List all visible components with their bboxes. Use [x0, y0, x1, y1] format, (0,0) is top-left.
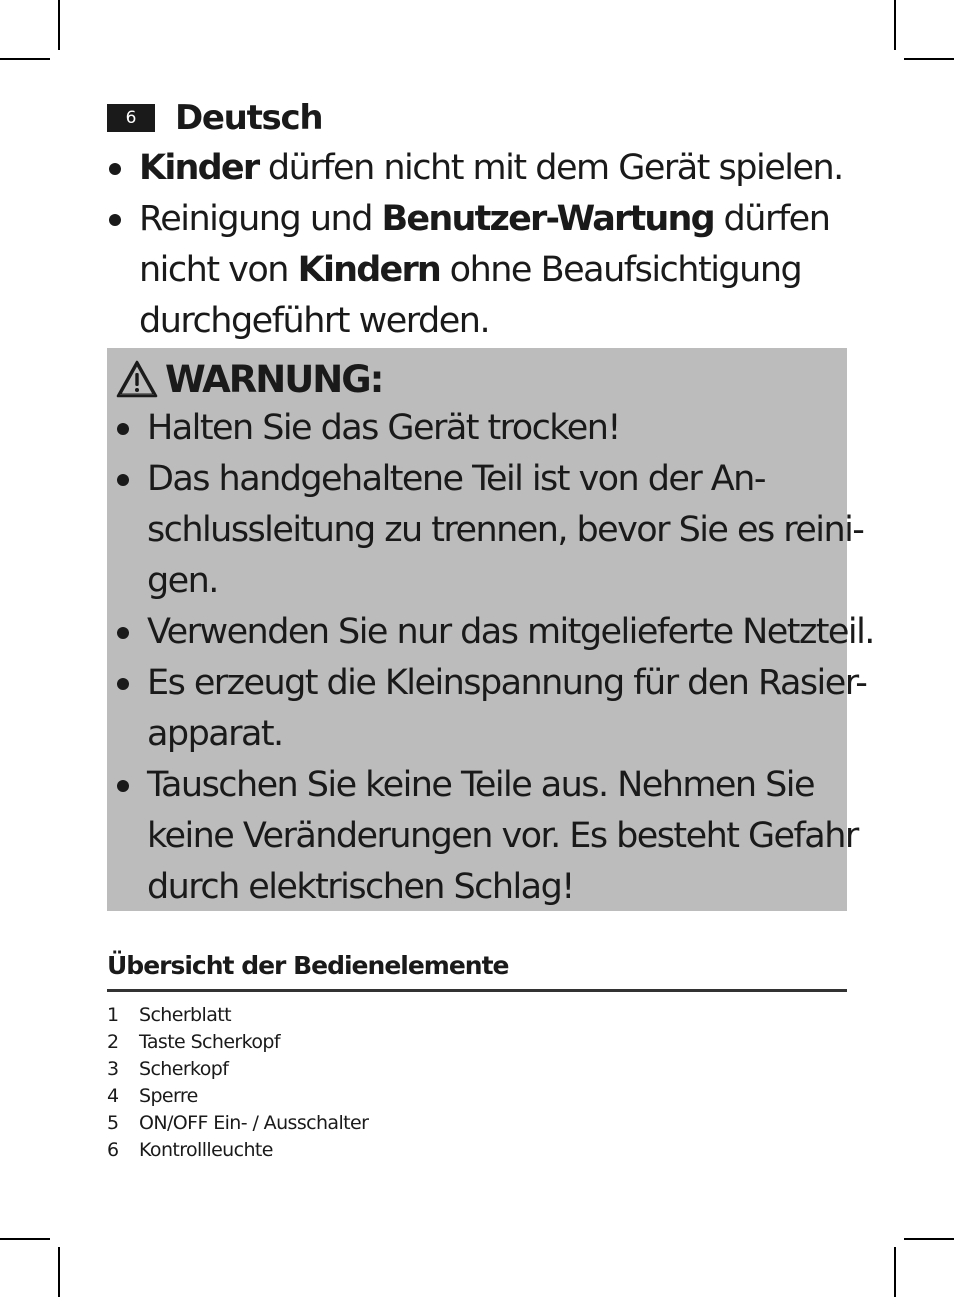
safety-bullet [107, 194, 847, 347]
parts-list-item [107, 1056, 368, 1083]
warning-header [115, 354, 382, 404]
part-label: Kontrollleuchte [139, 1139, 273, 1161]
warning-item-line: keine Veränderungen vor. Es besteht Gefahr [147, 816, 858, 856]
crop-mark [0, 58, 50, 60]
parts-list-item [107, 1083, 368, 1110]
bullet-text: durchgeführt werden. [139, 301, 490, 341]
warning-item [115, 658, 867, 760]
part-label: Scherkopf [139, 1058, 229, 1080]
part-number: 1 [107, 1004, 119, 1026]
warning-item-line: Tauschen Sie keine Teile aus. Nehmen Sie [147, 765, 814, 805]
bold-term: Kinder [139, 148, 259, 188]
parts-list-item [107, 1029, 368, 1056]
bullet-text: Reinigung und [139, 199, 382, 239]
warning-item-line: Das handgehaltene Teil ist von der An- [147, 459, 765, 499]
warning-item [115, 403, 847, 454]
part-label: Taste Scherkopf [139, 1031, 280, 1053]
safety-bullet-list [107, 143, 847, 347]
bullet-text: dürfen nicht mit dem Gerät spielen. [258, 148, 843, 188]
bold-term: Kindern [297, 250, 441, 290]
bold-term: Benutzer-Wartung [381, 199, 714, 239]
section-divider [107, 989, 847, 992]
part-number: 4 [107, 1085, 119, 1107]
warning-title: WARNUNG: [165, 357, 383, 401]
parts-list-item [107, 1137, 368, 1164]
warning-item [115, 760, 858, 913]
warning-item [115, 454, 864, 607]
warning-box [107, 348, 874, 911]
crop-mark [0, 1238, 50, 1240]
section-heading: Übersicht der Bedienelemente [107, 951, 509, 980]
warning-list [115, 403, 874, 913]
bullet-text: nicht von [139, 250, 298, 290]
bullet-text: ohne Beaufsichtigung [440, 250, 802, 290]
crop-mark [894, 1247, 896, 1297]
warning-triangle-icon [115, 359, 159, 399]
part-label: Sperre [139, 1085, 198, 1107]
safety-bullet [107, 143, 847, 194]
warning-item-line: gen. [147, 561, 218, 601]
crop-mark [904, 58, 954, 60]
warning-item-line: durch elektrischen Schlag! [147, 867, 574, 907]
crop-mark [58, 0, 60, 50]
part-number: 2 [107, 1031, 119, 1053]
warning-item-line: Verwenden Sie nur das mitgelieferte Netzteil. [147, 612, 874, 652]
part-number: 5 [107, 1112, 119, 1134]
language-title: Deutsch [175, 98, 323, 138]
part-label: ON/OFF Ein- / Ausschalter [139, 1112, 369, 1134]
part-label: Scherblatt [139, 1004, 231, 1026]
warning-item [115, 607, 874, 658]
crop-mark [894, 0, 896, 50]
crop-mark [904, 1238, 954, 1240]
part-number: 6 [107, 1139, 119, 1161]
page-number-badge: 6 [107, 104, 155, 132]
parts-list [107, 1002, 368, 1164]
part-number: 3 [107, 1058, 119, 1080]
page-header [107, 96, 322, 140]
warning-item-line: Halten Sie das Gerät trocken! [147, 408, 620, 448]
crop-mark [58, 1247, 60, 1297]
bullet-text: dürfen [713, 199, 830, 239]
parts-list-item [107, 1002, 368, 1029]
parts-list-item [107, 1110, 368, 1137]
warning-item-line: apparat. [147, 714, 283, 754]
warning-item-line: Es erzeugt die Kleinspannung für den Rasier- [147, 663, 867, 703]
warning-item-line: schlussleitung zu trennen, bevor Sie es reini- [147, 510, 864, 550]
